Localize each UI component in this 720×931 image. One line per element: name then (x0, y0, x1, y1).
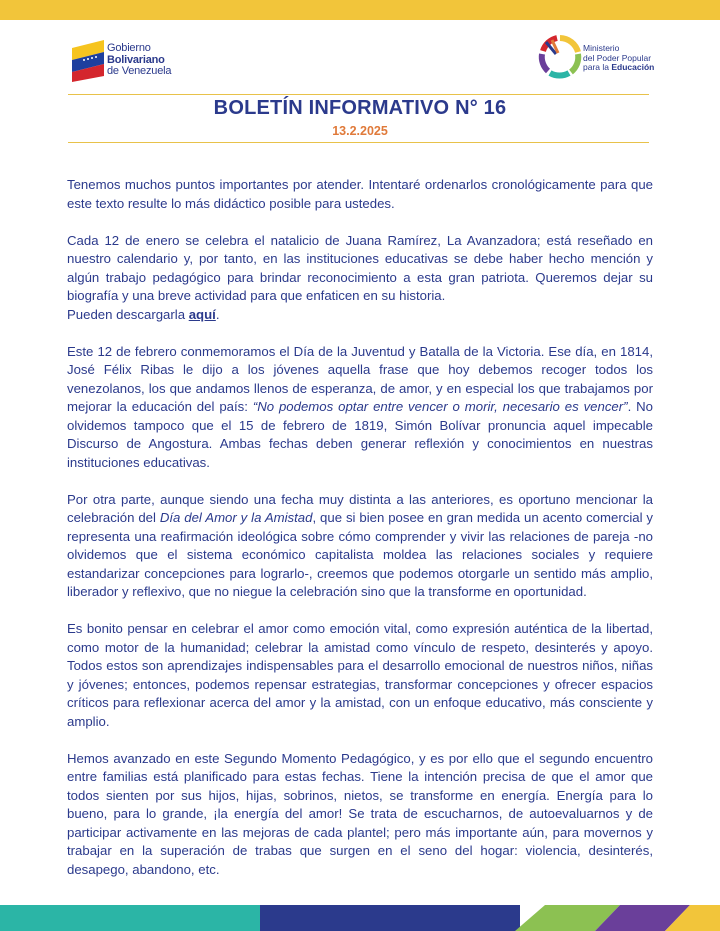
ministerio-educacion-logo (538, 34, 678, 82)
paragraph-segundo-momento: Hemos avanzado en este Segundo Momento Pedagógico, y es por ello que el segundo encuentro entre familias está planificado para estas fechas. Tiene la intención precisa de que el amor que todos sienten por sus hijos, hijas, sobrinos, nietos, se transforme en energía. Energía para lo bueno, para lo grande, ¡la energía del amor! Se trata de escucharnos, de autoevaluarnos y de participar activamente en las mejoras de cada plantel; pero más importante aún, para movernos y trabajar en la superación de trabas que surgen en el seno del hogar: violencia, desinterés, desapego, abandono, etc. (67, 750, 653, 877)
download-suffix: . (215, 306, 220, 322)
paragraph-dia-juventud-b: . No olvidemos tampoco que el 15 de febrero de 1819, Simón Bolívar pronuncia aquel impecable Discurso de Angostura. Ambas fechas deben generar reflexión y conocimientos en nuestras instituciones educativas. (67, 399, 653, 470)
top-yellow-stripe (0, 0, 720, 20)
bulletin-body (67, 176, 653, 898)
ministry-logo-line3-prefix: para la (583, 62, 612, 72)
gobierno-bolivariano-logo (70, 38, 210, 82)
ministry-logo-line3 (583, 63, 654, 73)
title-bottom-rule (68, 142, 649, 143)
paragraph-juana-ramirez-text: Cada 12 de enero se celebra el natalicio de Juana Ramírez, La Avanzadora; está reseñado en nuestro calendario y, por tanto, en las instituciones educativas se debe haber hecho mención y algún trabajo pedagógico para brindar reconocimiento a esta gran patriota. Queremos dejar su biografía y una breve actividad para que enfaticen en su historia. (67, 232, 653, 303)
download-prefix: Pueden descargarla (67, 306, 189, 322)
gov-logo-line3: de Venezuela (107, 65, 172, 77)
paragraph-dia-juventud (67, 343, 653, 473)
ministry-logo-line2: del Poder Popular (583, 52, 652, 63)
ministry-logo-line1: Ministerio (583, 43, 620, 53)
ribas-quote: “No podemos optar entre vencer o morir, necesario es vencer” (252, 399, 628, 414)
paragraph-intro: Tenemos muchos puntos importantes por atender. Intentaré ordenarlos cronológicamente para que este texto resulte lo más didáctico posible para ustedes. (67, 177, 653, 211)
paragraph-amor-amistad-a: Por otra parte, aunque siendo una fecha muy distinta a las anteriores, es oportuno mencionar la celebración del (67, 491, 653, 525)
gov-logo-line2: Bolivariano (107, 53, 165, 66)
page-title: BOLETÍN INFORMATIVO N° 16 (213, 97, 507, 119)
paragraph-juana-ramirez (67, 232, 653, 325)
dia-amor-amistad-em: Día del Amor y la Amistad (159, 510, 313, 525)
footer-color-band (0, 905, 720, 931)
venezuela-flag-icon (70, 38, 106, 82)
paragraph-dia-juventud-a: Este 12 de febrero conmemoramos el Día de la Juventud y Batalla de la Victoria. Ese día, en 1814, José Félix Ribas le dijo a los jóvenes aquella frase que hoy debemos recoger todos los venezolanos, los que andamos llenos de esperanza, de amor, y en especial los que trabajamos por mejorar la educación del país: (67, 343, 653, 414)
ministry-ring-icon (538, 34, 582, 80)
paragraph-amor-amistad-b: , que si bien posee en gran medida un acento comercial y representa una reafirmación ideológica sobre cómo comprender y vivir las relaciones de pareja -no olvidemos que el sistema económico capitalista moldea las relaciones sociales y requiere estandarizar concepciones para lograrlo-, creemos que podemos otorgarle un sentido más amplio, liberador y reflexivo, que no niegue la celebración sino que la transforme en oportunidad. (67, 510, 653, 599)
paragraph-amor-amistad (67, 491, 653, 602)
bulletin-date: 13.2.2025 (332, 124, 388, 138)
download-link[interactable]: aquí (188, 306, 216, 322)
ministry-logo-line3-bold: Educación (611, 62, 655, 72)
gov-logo-line1: Gobierno (107, 42, 151, 54)
paragraph-celebrar-amor: Es bonito pensar en celebrar el amor como emoción vital, como expresión auténtica de la libertad, como motor de la humanidad; celebrar la amistad como vínculo de respeto, desinterés y apoyo. Todos estos son aprendizajes indispensables para el desarrollo emocional de nuestros niños, niñas y jóvenes; entonces, podemos repensar estrategias, transformar concepciones y ofrecer espacios críticos para reflexionar acerca del amor y la amistad, con un enfoque educativo, más consciente y amplio. (67, 621, 653, 729)
title-top-rule (68, 94, 649, 95)
